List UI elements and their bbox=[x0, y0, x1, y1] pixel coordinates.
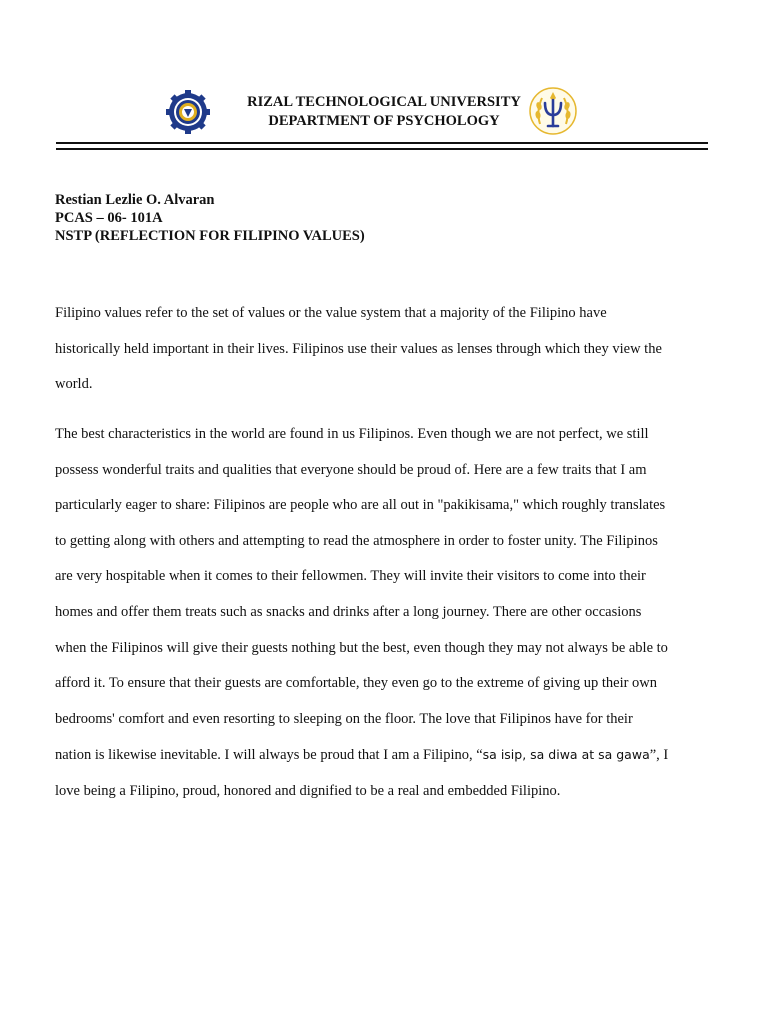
letterhead bbox=[0, 84, 768, 140]
paragraph-line: historically held important in their lives. Filipinos use their values as lenses through which they view the bbox=[55, 340, 662, 357]
student-section: PCAS – 06- 101A bbox=[55, 210, 163, 226]
paragraph-1 bbox=[55, 296, 705, 403]
student-info bbox=[55, 191, 365, 245]
university-name: RIZAL TECHNOLOGICAL UNIVERSITY bbox=[247, 94, 521, 110]
paragraph-line: afford it. To ensure that their guests are comfortable, they even go to the extreme of giving up their own bbox=[55, 675, 658, 692]
department-name: DEPARTMENT OF PSYCHOLOGY bbox=[268, 113, 500, 129]
paragraph-line: when the Filipinos will give their guests nothing but the best, even though they may not always be able to bbox=[55, 639, 668, 656]
header-text bbox=[215, 93, 553, 131]
paragraph-line: The best characteristics in the world are found in us Filipinos. Even though we are not perfect, we still bbox=[55, 426, 649, 442]
psychology-emblem-icon bbox=[528, 86, 578, 136]
university-seal-icon bbox=[165, 89, 211, 135]
document-subject: NSTP (REFLECTION FOR FILIPINO VALUES) bbox=[55, 228, 365, 244]
paragraph-line: possess wonderful traits and qualities that everyone should be proud of. Here are a few traits that I am bbox=[55, 461, 647, 478]
paragraph-line: love being a Filipino, proud, honored and dignified to be a real and embedded Filipino. bbox=[55, 782, 561, 799]
line-segment: ”, I bbox=[649, 747, 669, 764]
header-divider-top bbox=[56, 142, 708, 144]
paragraph-line: world. bbox=[55, 376, 93, 393]
quoted-phrase: sa isip, sa diwa at sa gawa bbox=[482, 747, 650, 763]
line-segment: nation is likewise inevitable. I will always be proud that I am a Filipino, “ bbox=[55, 747, 483, 764]
header-divider-bottom bbox=[56, 148, 708, 150]
paragraph-line: homes and offer them treats such as snacks and drinks after a long journey. There are other occasions bbox=[55, 603, 642, 620]
student-name: Restian Lezlie O. Alvaran bbox=[55, 192, 215, 208]
paragraph-line-mixed bbox=[55, 737, 705, 774]
paragraph-2 bbox=[55, 417, 705, 810]
paragraph-line: particularly eager to share: Filipinos are people who are all out in "pakikisama," which roughly translates bbox=[55, 497, 666, 514]
paragraph-line: bedrooms' comfort and even resorting to sleeping on the floor. The love that Filipinos have for their bbox=[55, 710, 633, 727]
paragraph-line: Filipino values refer to the set of values or the value system that a majority of the Filipino have bbox=[55, 305, 607, 321]
paragraph-line: are very hospitable when it comes to their fellowmen. They will invite their visitors to come into their bbox=[55, 568, 646, 585]
paragraph-line: to getting along with others and attempting to read the atmosphere in order to foster unity. The Filipinos bbox=[55, 532, 658, 549]
